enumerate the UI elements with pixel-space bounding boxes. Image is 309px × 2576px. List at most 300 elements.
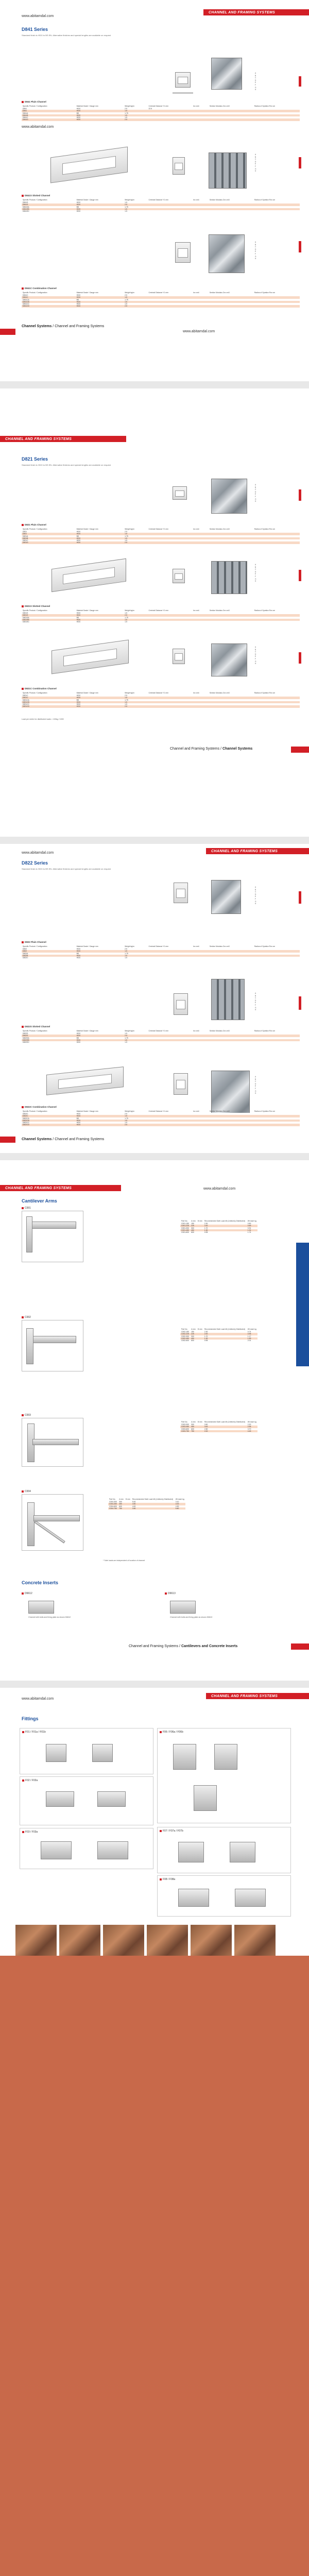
table-cell: 5.80 <box>175 1507 185 1510</box>
table-header-cell: Centroid Distance Y1 mm <box>148 199 169 201</box>
channel-photo <box>211 880 241 914</box>
banner-title: CHANNEL AND FRAMING SYSTEMS <box>209 10 276 14</box>
table-cell: HDG <box>76 108 124 110</box>
table-cell: 2.5 <box>124 1124 147 1126</box>
table-cell: 1.5 <box>124 701 147 703</box>
table-cell <box>147 210 192 212</box>
section-title: Cantilever Arms <box>22 1198 57 1204</box>
fitting-drawing <box>194 1785 217 1811</box>
table-cell: 2.30 <box>203 1223 247 1225</box>
dimension-legend: A B C D E F G H <box>255 1076 256 1095</box>
table-cell: 1.5 <box>124 612 147 614</box>
table-header-cell: Centroid Distance Y1 mm <box>148 1030 169 1032</box>
arm-bracket <box>26 1216 32 1252</box>
table-cell: HDG <box>76 541 124 544</box>
table-header-cell: Ixx cm4 <box>193 199 199 201</box>
table-cell: C003-300 <box>180 1423 190 1426</box>
table-header-cell: Ixx cm4 <box>193 1110 199 1112</box>
section-title: Concrete Inserts <box>22 1580 59 1585</box>
table-cell: 0.95 <box>203 1231 247 1233</box>
table-row <box>22 705 300 707</box>
table-cell: D822B <box>22 955 76 957</box>
table-cell: C004-600 <box>108 1505 118 1507</box>
table-cell: HDG <box>76 694 124 697</box>
table-cell: 600 <box>190 1340 197 1342</box>
dimension-legend: A B C D E F G H <box>255 646 256 665</box>
table-header-cell: Recommended Safe Load kN (Uniformly Distributed) <box>204 1421 245 1423</box>
table-cell: D822 <box>22 950 76 952</box>
table-cell: D841CD <box>22 305 76 307</box>
table-cell <box>192 541 209 544</box>
table-cell: 1.5 <box>124 1039 147 1041</box>
table-cell: HDG <box>76 305 124 307</box>
table-cell <box>147 621 192 623</box>
fitting-panel <box>157 1875 291 1917</box>
table-cell: D821A <box>22 535 76 537</box>
table-label: D841C Combination Channel <box>22 287 57 290</box>
table-label: D841 Plain Channel <box>22 100 46 103</box>
table-cell: HDG <box>76 1113 124 1115</box>
table-cell: 1.31 <box>247 1229 258 1231</box>
channel-profile-drawing <box>174 993 188 1015</box>
table-header-cell: Centroid Distance Y1 mm <box>148 945 169 947</box>
channel-profile-drawing <box>52 558 126 592</box>
table-cell: 22.5 <box>147 108 192 110</box>
table-cell: BS <box>76 206 124 208</box>
channel-profile-drawing <box>50 146 128 183</box>
fitting-drawing <box>230 1842 255 1862</box>
fitting-photo <box>191 1925 232 1956</box>
footer-text: Channel and Framing Systems <box>170 747 220 751</box>
table-cell: 150 <box>190 1223 197 1225</box>
table-cell: 5.00 <box>131 1501 175 1503</box>
fitting-drawing <box>97 1841 128 1859</box>
series-description: Standard finish is HDG to BS EN. Alternative finishes and special lengths are available on request <box>22 868 111 870</box>
table-cell: D841S <box>22 204 76 206</box>
table-cell: C003-450 <box>180 1426 190 1428</box>
insert-title: D6613 <box>165 1592 176 1595</box>
table-cell: C001-300 <box>180 1227 190 1229</box>
table-cell: 0.95 <box>203 1340 247 1342</box>
table-cell: D822SC <box>22 1041 76 1043</box>
table-cell: C004-300 <box>108 1501 118 1503</box>
fitting-title: F08 / F08a <box>160 1878 175 1881</box>
fitting-drawing <box>92 1744 113 1762</box>
table-cell: 1.5 <box>124 1122 147 1124</box>
dimension-legend: A B C D E F G H <box>255 241 256 260</box>
table-header-cell: Centroid Distance Y1 mm <box>148 528 169 530</box>
table-cell: HDG <box>76 210 124 212</box>
website-url[interactable]: www.abitamdal.com <box>183 330 215 333</box>
arm-table <box>180 1219 258 1233</box>
table-cell: HDG <box>76 201 124 204</box>
table-cell <box>147 1124 192 1126</box>
table-cell: 1.75 <box>124 112 147 114</box>
table-cell: D841SA <box>22 206 76 208</box>
table-cell: HDG <box>76 1032 124 1035</box>
fitting-panel <box>20 1776 153 1825</box>
table-cell: 4.90 <box>175 1505 185 1507</box>
table-cell <box>253 621 300 623</box>
dimension-legend: A B C D E F G H <box>255 154 256 173</box>
table-cell: 2.5 <box>124 204 147 206</box>
table-note: Load per metre for distributed loads = 100kg / 1000 <box>22 718 64 720</box>
table-header-cell: Weight kg/m <box>125 609 134 612</box>
table-cell: 450 <box>190 1229 197 1231</box>
website-url[interactable]: www.abitamdal.com <box>203 1187 236 1191</box>
table-cell <box>197 1231 203 1233</box>
table-cell: HDG <box>76 116 124 118</box>
table-header-cell: Part No. <box>181 1328 188 1330</box>
table-cell: D822A <box>22 953 76 955</box>
website-url[interactable]: www.abitamdal.com <box>22 1697 54 1701</box>
table-cell: D822CD <box>22 1124 76 1126</box>
arm-title: C004 <box>22 1490 31 1493</box>
footer-text: Channel and Framing Systems <box>55 1138 105 1141</box>
page-banner <box>0 1185 121 1191</box>
channel-profile-drawing <box>173 649 185 664</box>
banner-title: CHANNEL AND FRAMING SYSTEMS <box>5 1186 72 1190</box>
table-header-cell: A mm <box>119 1498 124 1500</box>
arm-bracket <box>27 1502 35 1546</box>
page-separator <box>0 837 309 844</box>
table-header-cell: Section Modulus Zxx cm3 <box>209 692 230 694</box>
table-cell: BS <box>76 112 124 114</box>
table-header-cell: Weight kg/m <box>125 105 134 107</box>
table-row <box>22 1124 300 1126</box>
table-label: D821 Plain Channel <box>22 523 46 526</box>
table-header-cell: B mm <box>125 1498 130 1500</box>
table-cell: HDG <box>76 703 124 705</box>
fitting-panel <box>20 1828 153 1869</box>
table-cell: 2.5 <box>124 294 147 296</box>
table-cell: 2.5 <box>124 694 147 697</box>
table-cell: D822C <box>22 1113 76 1115</box>
table-cell: C003-750 <box>180 1430 190 1432</box>
table-cell: 1.5 <box>124 950 147 952</box>
table-cell: 225 <box>190 1333 197 1335</box>
table-cell: HDG <box>76 533 124 535</box>
table-cell: 3.00 <box>203 1426 247 1428</box>
table-cell <box>147 118 192 121</box>
table-cell <box>209 541 253 544</box>
table-header-cell: Radius of Gyration Rxx cm <box>254 292 276 294</box>
table-cell <box>209 118 253 121</box>
arm-title: C002 <box>22 1316 31 1319</box>
table-cell: 1.5 <box>124 210 147 212</box>
table-cell: 1.59 <box>247 1337 258 1340</box>
table-cell: HDG <box>76 957 124 959</box>
table-cell: C002-225 <box>180 1333 190 1335</box>
table-header-cell: Part No. <box>109 1498 116 1500</box>
table-cell: D841CC <box>22 303 76 305</box>
table-header-cell: Recommended Safe Load kN (Uniformly Distributed) <box>204 1328 245 1330</box>
page-footer: Channel and Framing Systems / Cantilevers and Concrete Inserts <box>129 1645 238 1648</box>
spec-table <box>22 1029 300 1043</box>
table-cell: 4.00 <box>131 1505 175 1507</box>
side-tab <box>296 1243 309 1366</box>
table-header-cell: Material Grade / Gauge mm <box>76 1030 98 1032</box>
table-cell: 1.5 <box>124 116 147 118</box>
fitting-title: F07 / F07a / F07b <box>160 1829 183 1833</box>
table-header-cell: Radius of Gyration Rxx cm <box>254 945 276 947</box>
channel-profile-drawing <box>173 569 185 583</box>
table-cell: C004-450 <box>108 1503 118 1505</box>
fitting-title: F03 / F03a <box>22 1831 38 1834</box>
table-cell: 2.5 <box>124 118 147 121</box>
table-cell: 2.5 <box>124 948 147 950</box>
table-header-cell: Specific Product / Configuration <box>23 1030 47 1032</box>
banner-title: CHANNEL AND FRAMING SYSTEMS <box>5 437 72 441</box>
table-cell: 1.5 <box>124 533 147 535</box>
table-header-cell: Material Grade / Gauge mm <box>76 105 98 107</box>
footer-bar <box>0 329 15 335</box>
table-cell <box>209 210 253 212</box>
table-cell: D841C <box>22 116 76 118</box>
table-label: D841S Slotted Channel <box>22 194 50 197</box>
table-cell: HDG <box>76 118 124 121</box>
catalog-page-1 <box>0 0 309 381</box>
table-cell: D841B <box>22 114 76 116</box>
dimension-legend: A B C D E F G H <box>255 484 256 503</box>
table-cell: HDG <box>76 948 124 950</box>
table-header-cell: Ixx cm4 <box>193 528 199 530</box>
arm-bracket <box>27 1222 76 1229</box>
table-cell: D841 <box>22 110 76 112</box>
table-cell: 600 <box>118 1505 125 1507</box>
dimension-legend: A B C D E F G H <box>255 72 256 91</box>
series-description: Standard finish is HDG to BS EN. Alternative finishes and special lengths are available on request <box>22 34 111 37</box>
table-cell: 1.17 <box>247 1335 258 1337</box>
spec-table <box>22 291 300 308</box>
channel-profile-drawing <box>173 157 185 175</box>
table-header-cell: Material Grade / Gauge mm <box>76 199 98 201</box>
fitting-drawing <box>46 1791 74 1807</box>
page-banner <box>203 9 309 15</box>
table-cell: HDG <box>76 614 124 616</box>
table-cell: HDG <box>76 531 124 533</box>
table-header-cell: Radius of Gyration Rxx cm <box>254 528 276 530</box>
spec-table <box>22 691 300 708</box>
table-cell <box>197 1430 203 1432</box>
table-cell: C001-450 <box>180 1229 190 1231</box>
table-cell: 300 <box>190 1335 197 1337</box>
table-cell: D821D <box>22 541 76 544</box>
table-cell: 4.00 <box>175 1503 185 1505</box>
table-cell: BS <box>76 535 124 537</box>
fitting-photo <box>234 1925 276 1956</box>
slotted-channel-photo <box>211 561 247 594</box>
table-row <box>180 1340 258 1342</box>
table-cell: 1.5 <box>124 539 147 541</box>
table-header-cell: Section Modulus Zxx cm3 <box>209 609 230 612</box>
table-cell: D822C <box>22 1115 76 1117</box>
footer-strong: Channel Systems <box>22 325 52 328</box>
arm-drawing <box>22 1211 83 1262</box>
table-cell: 2.5 <box>124 108 147 110</box>
table-cell: D841 <box>22 108 76 110</box>
table-cell: D821SB <box>22 619 76 621</box>
table-cell: D822SB <box>22 1039 76 1041</box>
table-cell: 2.5 <box>124 531 147 533</box>
table-cell: D822C <box>22 957 76 959</box>
side-tab <box>299 570 301 581</box>
table-cell: 750 <box>118 1507 125 1510</box>
table-cell: 1.5 <box>124 301 147 303</box>
table-cell: HDG <box>76 537 124 539</box>
table-header-cell: Specific Product / Configuration <box>23 1110 47 1112</box>
channel-profile-drawing <box>52 639 129 674</box>
table-row <box>22 541 300 544</box>
table-cell <box>253 210 300 212</box>
table-cell: C001-150 <box>180 1223 190 1225</box>
table-row <box>22 1041 300 1043</box>
arm-bracket <box>32 1439 79 1445</box>
table-cell: 1.5 <box>124 303 147 305</box>
table-cell: HDG <box>76 705 124 707</box>
table-cell: 0.95 <box>247 1333 258 1335</box>
table-header-cell: Recommended Safe Load kN (Uniformly Distributed) <box>132 1498 173 1500</box>
fitting-photo <box>103 1925 144 1956</box>
table-cell: 1.75 <box>124 1037 147 1039</box>
table-header-cell: Material Grade / Gauge mm <box>76 692 98 694</box>
table-header-cell: Ixx cm4 <box>193 292 199 294</box>
insert-drawing <box>170 1601 196 1614</box>
table-cell: BS <box>76 699 124 701</box>
table-cell: 225 <box>190 1225 197 1227</box>
table-cell: 3.50 <box>203 1423 247 1426</box>
table-header-cell: Radius of Gyration Rxx cm <box>254 199 276 201</box>
table-cell: 450 <box>190 1426 197 1428</box>
table-header-cell: Section Modulus Zxx cm3 <box>209 105 230 107</box>
page-banner <box>0 436 126 442</box>
fitting-drawing <box>178 1842 204 1862</box>
table-cell: HDG <box>76 701 124 703</box>
table-header-cell: Specific Product / Configuration <box>23 105 47 107</box>
table-cell: 2.5 <box>124 1113 147 1115</box>
table-cell: 1.5 <box>124 621 147 623</box>
dimension-legend: A B C D E F G H <box>255 886 256 905</box>
table-header-cell: Ixx cm4 <box>193 945 199 947</box>
table-header-cell: Material Grade / Gauge mm <box>76 945 98 947</box>
table-cell <box>197 1340 203 1342</box>
table-header-cell: Material Grade / Gauge mm <box>76 609 98 612</box>
table-cell: D821S <box>22 612 76 614</box>
table-header-cell: Wt each kg <box>247 1220 256 1222</box>
footer-bar <box>0 1137 15 1143</box>
table-cell: D822CA <box>22 1117 76 1120</box>
table-cell: 600 <box>190 1231 197 1233</box>
table-row <box>22 621 300 623</box>
table-cell: BS <box>76 299 124 301</box>
website-url[interactable]: www.abitamdal.com <box>22 14 54 18</box>
footer-text: Channel and Framing Systems <box>129 1645 179 1648</box>
table-header-cell: Specific Product / Configuration <box>23 609 47 612</box>
website-url[interactable]: www.abitamdal.com <box>22 125 54 129</box>
table-cell: 450 <box>118 1503 125 1505</box>
fitting-photo <box>59 1925 100 1956</box>
table-cell <box>253 118 300 121</box>
table-cell <box>192 621 209 623</box>
table-cell: 1.30 <box>203 1337 247 1340</box>
table-cell: 2.00 <box>203 1430 247 1432</box>
fitting-drawing <box>214 1744 237 1770</box>
channel-photo <box>211 58 242 90</box>
table-cell: 1.5 <box>124 537 147 539</box>
table-cell <box>253 305 300 307</box>
table-cell: HDG <box>76 208 124 210</box>
table-row <box>22 210 300 212</box>
table-cell <box>209 705 253 707</box>
table-cell <box>209 1124 253 1126</box>
table-cell: 2.00 <box>203 1225 247 1227</box>
section-title: Fittings <box>22 1716 39 1721</box>
table-cell: C002-600 <box>180 1340 190 1342</box>
table-cell: 0.50 <box>247 1223 258 1225</box>
table-header-cell: Specific Product / Configuration <box>23 199 47 201</box>
table-cell: 1.70 <box>203 1335 247 1337</box>
table-cell <box>147 1041 192 1043</box>
table-row <box>22 957 300 959</box>
table-cell: HDG <box>76 621 124 623</box>
table-cell <box>147 705 192 707</box>
table-cell: HDG <box>76 296 124 298</box>
channel-profile-drawing <box>174 1073 188 1095</box>
side-tab <box>299 652 301 664</box>
arm-drawing <box>22 1418 83 1467</box>
table-cell: D841C <box>22 294 76 296</box>
table-cell <box>147 541 192 544</box>
table-header-cell: Weight kg/m <box>125 199 134 201</box>
banner-title: CHANNEL AND FRAMING SYSTEMS <box>211 1694 278 1698</box>
table-cell: 1.5 <box>124 110 147 112</box>
table-row <box>180 1231 258 1233</box>
table-header-cell: Weight kg/m <box>125 945 134 947</box>
website-url[interactable]: www.abitamdal.com <box>22 851 54 855</box>
table-header-cell: Part No. <box>181 1220 188 1222</box>
table-cell: D822SA <box>22 1037 76 1039</box>
table-cell: HDG <box>76 303 124 305</box>
channel-profile-drawing <box>46 1066 124 1095</box>
table-cell: HDG <box>76 955 124 957</box>
page-separator <box>0 1153 309 1160</box>
fitting-panel <box>20 1728 153 1774</box>
table-cell: D821SC <box>22 621 76 623</box>
table-header-cell: B mm <box>197 1421 202 1423</box>
table-cell: D822CC <box>22 1122 76 1124</box>
table-header-cell: Centroid Distance Y1 mm <box>148 292 169 294</box>
table-header-cell: Weight kg/m <box>125 528 134 530</box>
table-cell: C002-150 <box>180 1331 190 1333</box>
spec-table <box>22 945 300 959</box>
arm-bracket <box>33 1515 80 1521</box>
table-cell: C003-600 <box>180 1428 190 1430</box>
fitting-photo <box>15 1925 57 1956</box>
table-cell: D821CD <box>22 705 76 707</box>
table-cell: 2.5 <box>124 305 147 307</box>
table-cell: D821C <box>22 694 76 697</box>
page-banner <box>206 848 309 854</box>
table-cell: HDG <box>76 1122 124 1124</box>
table-header-cell: Radius of Gyration Rxx cm <box>254 105 276 107</box>
spec-table <box>22 1110 300 1126</box>
table-cell: D821C <box>22 539 76 541</box>
arm-bracket <box>26 1328 33 1364</box>
table-cell: 3.10 <box>175 1501 185 1503</box>
arm-brace <box>35 1520 65 1543</box>
fitting-panel <box>157 1827 291 1873</box>
table-cell: D821 <box>22 531 76 533</box>
